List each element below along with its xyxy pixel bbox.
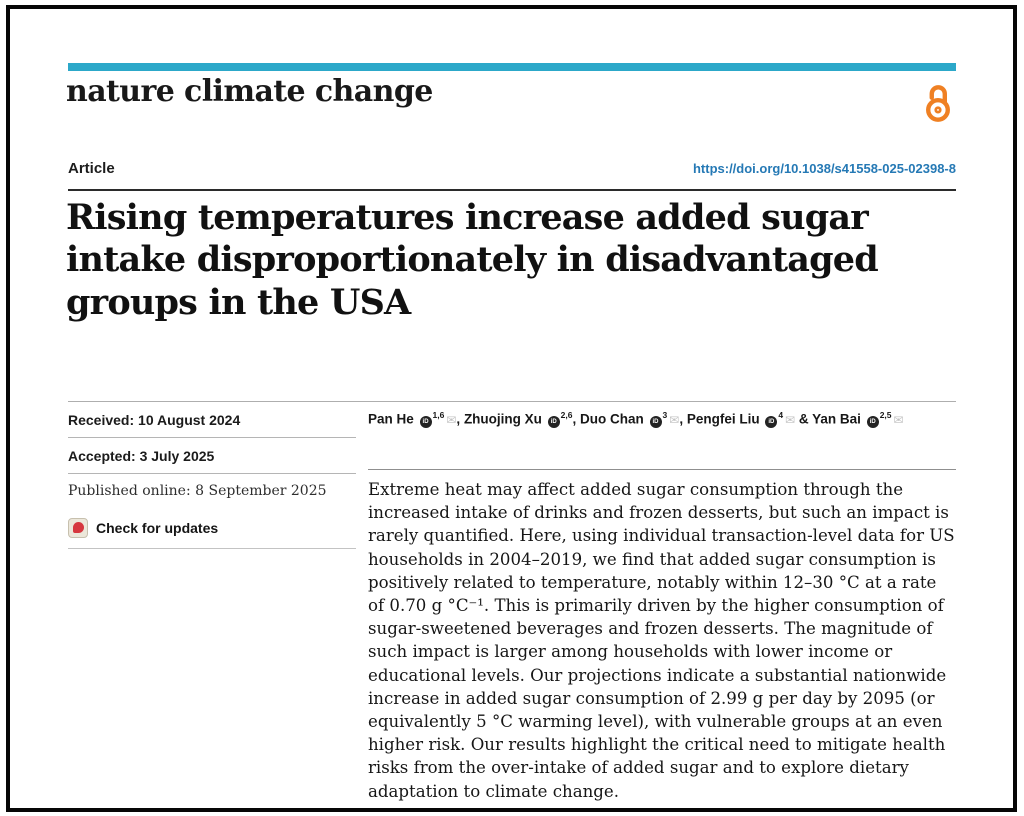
journal-accent-bar xyxy=(68,63,956,71)
article-type-label: Article xyxy=(68,160,115,177)
header-rule xyxy=(68,189,956,191)
orcid-icon[interactable]: iD xyxy=(867,416,879,428)
author-affiliation-superscript: 1,6 xyxy=(432,410,445,420)
author-affiliation-superscript: 3 xyxy=(662,410,668,420)
orcid-icon[interactable]: iD xyxy=(765,416,777,428)
title-line: intake disproportionately in disadvantaged xyxy=(66,239,878,281)
title-line: groups in the USA xyxy=(66,281,411,323)
main-column xyxy=(368,402,956,803)
email-icon[interactable]: ✉ xyxy=(446,412,457,427)
article-title xyxy=(66,197,950,324)
author-affiliation-superscript: 2,6 xyxy=(560,410,573,420)
author-affiliation-superscript: 2,5 xyxy=(879,410,892,420)
check-for-updates-badge[interactable] xyxy=(68,507,356,549)
author-separator: , xyxy=(679,411,687,427)
doi-link[interactable]: https://doi.org/10.1038/s41558-025-02398-8 xyxy=(692,161,956,176)
crossmark-dot xyxy=(73,522,84,533)
abstract-text: Extreme heat may affect added sugar consumption through the increased intake of drinks and frozen desserts, but such an impact is rarely quantified. Here, using individual transaction-level data for US households in 2004–2019, we find that added sugar consumption is positively related to temperature, notably within 12–30 °C at a rate of 0.70 g °C⁻¹. This is primarily driven by the higher consumption of sugar-sweetened beverages and frozen desserts. The magnitude of such impact is larger among households with lower income or educational levels. Our projections indicate a substantial nationwide increase in added sugar consumption of 2.99 g per day by 2095 (or equivalently 5 °C warming level), with vulnerable groups at an even higher risk. Our results highlight the critical need to mitigate health risks from the over-intake of added sugar and to explore dietary adaptation to climate change. xyxy=(368,469,956,803)
metadata-column xyxy=(68,402,356,549)
check-for-updates-label: Check for updates xyxy=(96,519,219,536)
orcid-icon[interactable]: iD xyxy=(420,416,432,428)
author-name[interactable]: Pengfei Liu xyxy=(686,411,764,427)
accepted-date: Accepted: 3 July 2025 xyxy=(68,438,356,474)
author-name[interactable]: Duo Chan xyxy=(580,411,648,427)
author-separator: & xyxy=(795,411,813,427)
open-access-icon xyxy=(921,73,955,136)
title-line: Rising temperatures increase added sugar xyxy=(66,197,868,238)
email-icon[interactable]: ✉ xyxy=(785,412,796,427)
received-date: Received: 10 August 2024 xyxy=(68,402,356,438)
email-icon[interactable]: ✉ xyxy=(893,412,904,427)
orcid-icon[interactable]: iD xyxy=(650,416,662,428)
author-separator: , xyxy=(572,411,581,427)
orcid-icon[interactable]: iD xyxy=(548,416,560,428)
author-name[interactable]: Yan Bai xyxy=(812,411,865,427)
author-affiliation-superscript: 4 xyxy=(778,410,784,420)
author-name[interactable]: Pan He xyxy=(368,411,418,427)
crossmark-icon xyxy=(68,518,88,538)
authors-line xyxy=(368,402,956,469)
journal-wordmark: nature climate change xyxy=(66,74,433,109)
published-date: Published online: 8 September 2025 xyxy=(68,482,327,499)
author-separator: , xyxy=(456,411,464,427)
author-name[interactable]: Zhuojing Xu xyxy=(463,411,546,427)
email-icon[interactable]: ✉ xyxy=(669,412,680,427)
